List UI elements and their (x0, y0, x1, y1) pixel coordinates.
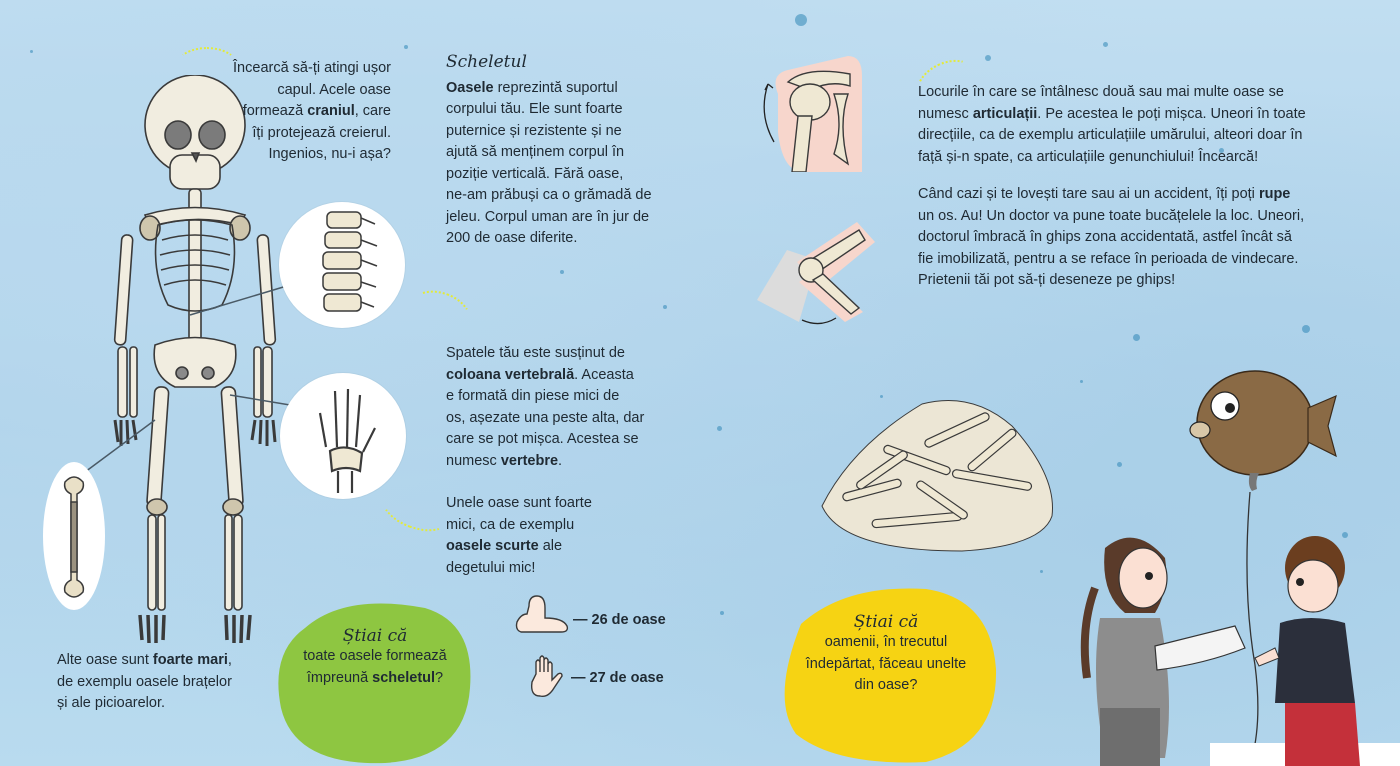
skeleton-line: ajută să menținem corpul în (446, 144, 625, 160)
skull-text-line: îți protejează creierul. (252, 124, 391, 141)
pufferfish-balloon-illustration (1180, 358, 1340, 508)
fracture-line: doctorul îmbracă în ghips zona accidentată, astfel încât să (918, 229, 1292, 245)
long-bone-oval (43, 462, 105, 610)
skeleton-line: ne-am prăbuși ca o grămadă de (446, 187, 652, 203)
hand-bone-count: — 27 de oase (571, 670, 664, 686)
skull-text-line: capul. Acele oase (277, 81, 391, 98)
skeleton-line: Oasele reprezintă suportul (446, 79, 618, 96)
yellow-box-line: oamenii, în trecutul (824, 634, 948, 650)
joints-line: numesc articulații. Pe acestea le poți mișca. Uneori în toate (918, 105, 1306, 122)
spine-line: numesc vertebre. (446, 452, 563, 469)
long-bone-illustration (43, 462, 105, 610)
bone-pile-illustration (812, 386, 1062, 554)
skeleton-line: 200 de oase diferite. (446, 230, 578, 246)
hand-bones-illustration (280, 373, 406, 499)
joints-line: direcțiile, ca de exemplu articulațiile umărului, alteori doar în (918, 127, 1303, 143)
small-bones-line: Unele oase sunt foarte (446, 495, 592, 511)
section-title: Scheletul (446, 52, 527, 72)
big-bones-line: de exemplu oasele brațelor (57, 673, 232, 690)
knee-joint-illustration (757, 222, 877, 332)
big-bones-text (57, 650, 267, 715)
small-bones-line: degetului mic! (446, 559, 536, 576)
skull-text (200, 58, 391, 166)
skeleton-line: puternice și rezistente și ne (446, 122, 622, 139)
yellow-box-line: îndepărtat, făceau unelte (805, 655, 967, 672)
fracture-line: Prietenii tăi pot să-ți deseneze pe ghips! (918, 272, 1176, 288)
fracture-section (918, 184, 1338, 292)
skull-text-line: formează craniul, care (242, 103, 391, 119)
fracture-line: Când cazi și te lovești tare sau ai un accident, îți poți rupe (918, 186, 1291, 202)
big-bones-line: și ale picioarelor. (57, 695, 165, 711)
spine-line: os, așezate una peste alta, dar (446, 409, 645, 426)
spine-line: Spatele tău este susținut de (446, 345, 625, 361)
shoulder-joint-illustration (760, 54, 865, 172)
skeleton-section (446, 52, 676, 250)
fracture-line: un os. Au! Un doctor va pune toate bucățelele la loc. Uneori, (918, 207, 1305, 224)
skull-text-line: Încearcă să-ți atingi ușor (233, 60, 391, 76)
spine-circle (279, 202, 405, 328)
green-box-line: împreună scheletul? (306, 669, 444, 686)
yellow-box (786, 612, 986, 697)
yellow-box-line: din oase? (854, 677, 918, 693)
skeleton-line: poziție verticală. Fără oase, (446, 165, 624, 182)
big-bones-line: Alte oase sunt foarte mari, (57, 652, 232, 668)
children-illustration (1075, 528, 1400, 766)
foot-bone-count: — 26 de oase (573, 612, 666, 628)
hand-icon (528, 654, 568, 702)
pointer-lines (80, 280, 300, 480)
small-bones-line: oasele scurte ale (446, 538, 563, 554)
foot-icon (515, 592, 570, 634)
joints-line: Locurile în care se întâlnesc două sau mai multe oase se (918, 84, 1284, 100)
spine-line: care se pot mișca. Acestea se (446, 431, 639, 447)
spine-section (446, 343, 676, 472)
green-box (275, 626, 475, 689)
green-box-line: toate oasele formează (303, 648, 447, 664)
skull-text-line: Ingenios, nu-i așa? (268, 146, 391, 162)
spine-line: coloana vertebrală. Aceasta (446, 366, 634, 383)
small-bones-line: mici, ca de exemplu (446, 516, 575, 533)
spine-line: e formată din piese mici de (446, 388, 620, 404)
spine-illustration (279, 202, 405, 328)
hand-circle (280, 373, 406, 499)
yellow-box-title: Știai că (853, 612, 919, 632)
skeleton-line: jeleu. Corpul uman are în jur de (446, 208, 650, 225)
green-box-title: Știai că (342, 626, 408, 646)
joints-line: față și-n spate, ca articulațiile genunchiului! Încearcă! (918, 148, 1259, 165)
fracture-line: fie imobilizată, pentru a se reface în perioada de vindecare. (918, 250, 1299, 267)
skeleton-line: corpului tău. Ele sunt foarte (446, 101, 623, 117)
small-bones-section (446, 493, 676, 579)
joints-section (918, 82, 1338, 168)
